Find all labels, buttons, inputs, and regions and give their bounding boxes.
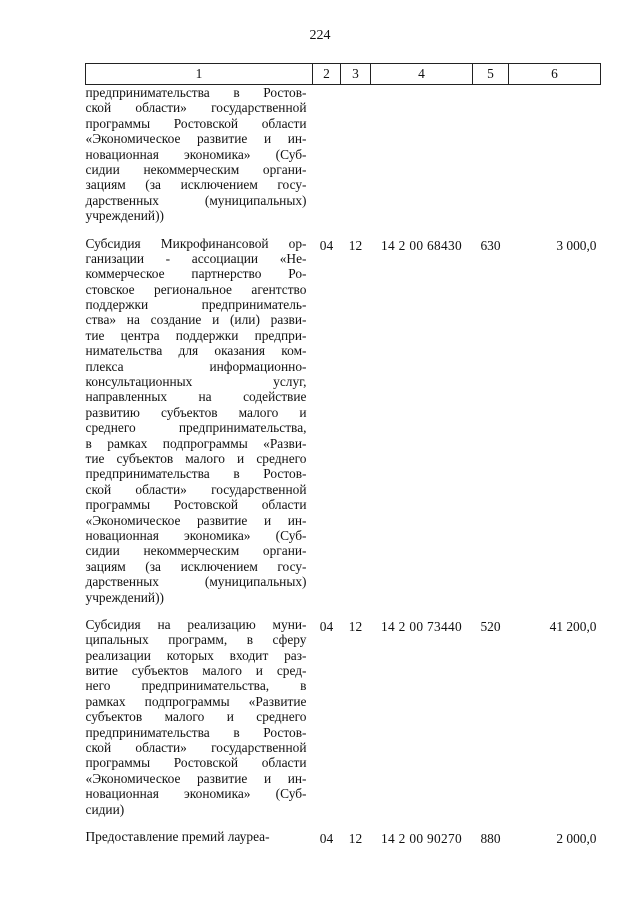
description-line: «Экономическое развитие и ин- xyxy=(85,131,307,147)
amount-value: 41 200,0 xyxy=(549,618,597,634)
expense-type-code: 880 xyxy=(480,830,501,846)
description-line: сидии) xyxy=(85,801,125,817)
description-line: него предпринимательства, в xyxy=(85,678,307,694)
description-line: реализации которых входит раз- xyxy=(85,647,307,663)
description-line: ской области» государственной xyxy=(85,740,307,756)
subsection-code: 12 xyxy=(348,830,363,846)
description-line: поддержки предприниматель- xyxy=(85,297,307,313)
column-header-row xyxy=(86,64,601,85)
description-line: ской области» государственной xyxy=(85,481,307,497)
table-row xyxy=(86,617,601,817)
budget-table xyxy=(85,63,601,846)
column-header-5: 5 xyxy=(473,64,509,85)
description-line: направленных на содействие xyxy=(85,389,307,405)
amount-value: 2 000,0 xyxy=(556,830,597,846)
description-line: среднего предпринимательства, xyxy=(85,420,307,436)
description-line: стовское региональное агентство xyxy=(85,281,307,297)
row-description xyxy=(86,617,313,817)
spacer-cell xyxy=(313,605,341,617)
description-line: зациям (за исключением госу- xyxy=(85,558,307,574)
expense-type-code xyxy=(473,85,509,224)
description-line: развитию субъектов малого и xyxy=(85,404,307,420)
column-header-3: 3 xyxy=(341,64,371,85)
spacer-cell xyxy=(313,817,341,829)
target-article-code: 14 2 00 90270 xyxy=(381,830,462,846)
section-code: 04 xyxy=(319,618,334,634)
description-line: программы Ростовской области xyxy=(85,755,307,771)
description-line: новационная экономика» (Суб- xyxy=(85,786,307,802)
description-line: дарственных (муниципальных) xyxy=(85,192,307,208)
column-header-1: 1 xyxy=(86,64,313,85)
description-line: программы Ростовской области xyxy=(85,497,307,513)
section-code: 04 xyxy=(319,237,334,253)
table-row xyxy=(86,85,601,224)
spacer-cell xyxy=(509,605,601,617)
description-line: тие центра поддержки предпри- xyxy=(85,327,307,343)
amount-value: 3 000,0 xyxy=(556,237,597,253)
row-description xyxy=(86,829,313,846)
spacer-cell xyxy=(371,605,473,617)
column-header-6: 6 xyxy=(509,64,601,85)
target-article-code: 14 2 00 73440 xyxy=(381,618,462,634)
description-line: сидии некоммерческим органи- xyxy=(85,161,307,177)
spacer-cell xyxy=(509,817,601,829)
description-line: Субсидия Микрофинансовой ор- xyxy=(85,235,307,251)
description-line: ципальных программ, в сферу xyxy=(85,632,307,648)
description-line: коммерческое партнерство Ро- xyxy=(85,266,307,282)
spacer-cell xyxy=(86,817,313,829)
spacer-cell xyxy=(371,224,473,236)
description-line: витие субъектов малого и сред- xyxy=(85,663,307,679)
description-line: зациям (за исключением госу- xyxy=(85,177,307,193)
table-row xyxy=(86,829,601,846)
description-line: Субсидия на реализацию муни- xyxy=(85,616,307,632)
row-description xyxy=(86,85,313,224)
description-line: ства» на создание и (или) разви- xyxy=(85,312,307,328)
spacer-cell xyxy=(313,224,341,236)
row-spacer xyxy=(86,817,601,829)
section-code: 04 xyxy=(319,830,334,846)
description-line: «Экономическое развитие и ин- xyxy=(85,770,307,786)
subsection-code xyxy=(341,85,371,224)
description-line: новационная экономика» (Суб- xyxy=(85,146,307,162)
page-number: 224 xyxy=(309,28,331,43)
spacer-cell xyxy=(473,817,509,829)
description-line: тие субъектов малого и среднего xyxy=(85,450,307,466)
table-row xyxy=(86,236,601,605)
spacer-cell xyxy=(473,605,509,617)
column-header-2: 2 xyxy=(313,64,341,85)
description-line: предпринимательства в Ростов- xyxy=(85,466,307,482)
expense-type-code: 630 xyxy=(480,237,501,253)
subsection-code: 12 xyxy=(348,618,363,634)
spacer-cell xyxy=(473,224,509,236)
description-line: сидии некоммерческим органи- xyxy=(85,543,307,559)
description-line: учреждений)) xyxy=(85,208,164,224)
section-code xyxy=(313,85,341,224)
description-line: Предоставление премий лауреа- xyxy=(85,828,270,844)
description-line: консультационных услуг, xyxy=(85,374,307,390)
expense-type-code: 520 xyxy=(480,618,501,634)
description-line: ганизации - ассоциации «Не- xyxy=(85,250,307,266)
description-line: новационная экономика» (Суб- xyxy=(85,527,307,543)
description-line: плекса информационно- xyxy=(85,358,307,374)
row-spacer xyxy=(86,605,601,617)
spacer-cell xyxy=(86,605,313,617)
description-line: предпринимательства в Ростов- xyxy=(85,85,307,100)
target-article-code: 14 2 00 68430 xyxy=(381,237,462,253)
row-spacer xyxy=(86,224,601,236)
spacer-cell xyxy=(341,605,371,617)
description-line: дарственных (муниципальных) xyxy=(85,574,307,590)
target-article-code xyxy=(371,85,473,224)
description-line: учреждений)) xyxy=(85,589,164,605)
description-line: программы Ростовской области xyxy=(85,115,307,131)
description-line: в рамках подпрограммы «Разви- xyxy=(85,435,307,451)
spacer-cell xyxy=(509,224,601,236)
description-line: нимательства для оказания ком- xyxy=(85,343,307,359)
description-line: рамках подпрограммы «Развитие xyxy=(85,693,307,709)
description-line: субъектов малого и среднего xyxy=(85,709,307,725)
spacer-cell xyxy=(371,817,473,829)
description-line: предпринимательства в Ростов- xyxy=(85,724,307,740)
spacer-cell xyxy=(86,224,313,236)
amount-value xyxy=(509,85,601,224)
subsection-code: 12 xyxy=(348,237,363,253)
table-body xyxy=(86,85,601,847)
description-line: ской области» государственной xyxy=(85,100,307,116)
column-header-4: 4 xyxy=(371,64,473,85)
description-line: «Экономическое развитие и ин- xyxy=(85,512,307,528)
row-description xyxy=(86,236,313,605)
spacer-cell xyxy=(341,817,371,829)
spacer-cell xyxy=(341,224,371,236)
